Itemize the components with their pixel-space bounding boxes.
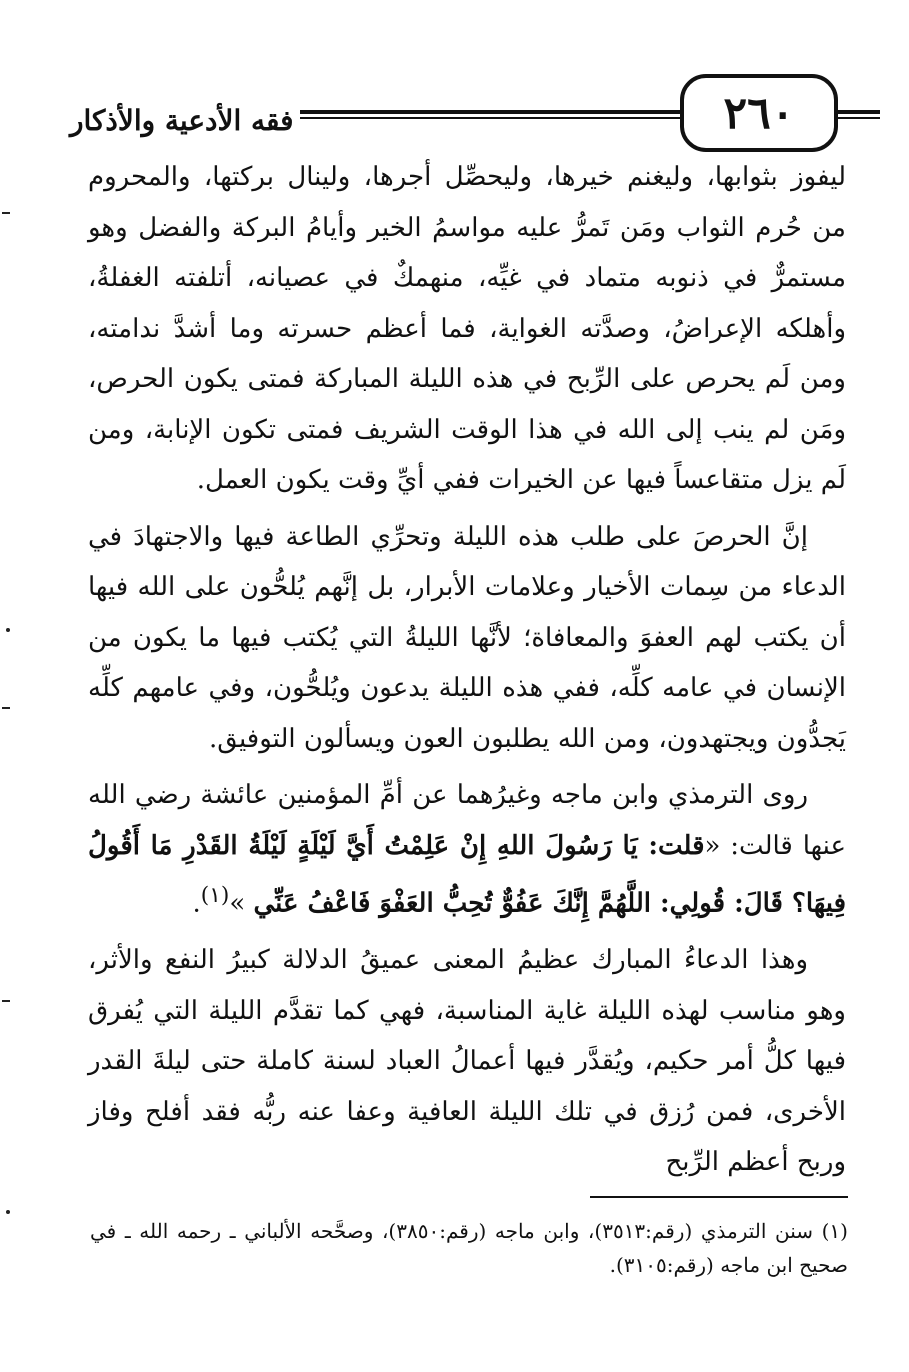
margin-mark: [2, 707, 10, 709]
margin-mark: [6, 1210, 10, 1214]
footnote-divider: [590, 1196, 848, 1198]
page-number: ٢٦٠: [680, 74, 838, 152]
hadith-close: »: [229, 888, 246, 919]
margin-mark: [6, 628, 10, 632]
margin-mark: [2, 212, 10, 214]
hadith-quote: قلت: يَا رَسُولَ اللهِ إِنْ عَلِمْتُ أَيَّ لَيْلَةٍ لَيْلَةُ القَدْرِ مَا أَقُولُ فِيهَا؟ قَالَ: قُولِي: اللَّهُمَّ إِنَّكَ عَفُوٌّ تُحِبُّ العَفْوَ فَاعْفُ عَنِّي: [88, 830, 846, 919]
main-text: [88, 152, 846, 1188]
paragraph-3: [88, 770, 846, 929]
paragraph-2: إنَّ الحرصَ على طلب هذه الليلة وتحرِّي الطاعة فيها والاجتهادَ في الدعاء من سِمات الأخيار وعلامات الأبرار، بل إنَّهم يُلحُّون على الله فيها أن يكتب لهم العفوَ والمعافاة؛ لأنَّها الليلةُ التي يُكتب فيها ما يكون من الإنسان في عامه كلِّه، ففي هذه الليلة يدعون ويُلحُّون، وفي عامهم كلِّه يَجدُّون ويجتهدون، ومن الله يطلبون العون ويسألون التوفيق.: [88, 521, 846, 754]
header-rule: [300, 110, 680, 119]
page-header: [70, 68, 850, 152]
paragraph-1: ليفوز بثوابها، وليغنم خيرها، وليحصِّل أجرها، ولينال بركتها، والمحروم من حُرم الثواب ومَن تَمرُّ عليه مواسمُ الخير وأيامُ البركة والفضل وهو مستمرٌّ في ذنوبه متماد في غيِّه، منهمكٌ في عصيانه، أتلفته الغفلةُ، وأهلكه الإعراضُ، وصدَّته الغواية، فما أعظم حسرته وما أشدَّ ندامته، ومن لَم يحرص على الرِّبح في هذه الليلة المباركة فمتى يكون الحرص، ومَن لم ينب إلى الله في هذا الوقت الشريف فمتى تكون الإنابة، ومن لَم يزل متقاعساً فيها عن الخيرات ففي أيِّ وقت يكون العمل.: [88, 162, 846, 495]
paragraph-4: وهذا الدعاءُ المبارك عظيمُ المعنى عميقُ الدلالة كبيرُ النفع والأثر، وهو مناسب لهذه الليلة غاية المناسبة، فهي كما تقدَّم الليلة التي يُفرق فيها كلُّ أمر حكيم، ويُقدَّر فيها أعمالُ العباد لسنة كاملة حتى ليلةَ القدر الأخرى، فمن رُزق في تلك الليلة العافية وعفا عنه ربُّه فقد أفلح وفاز وربح أعظم الرِّبح: [88, 945, 846, 1178]
margin-mark: [2, 1000, 10, 1002]
hadith-end: .: [192, 888, 201, 919]
footnotes: [90, 1214, 848, 1282]
footnote-ref[interactable]: (١): [200, 883, 230, 908]
running-title: فقه الأدعية والأذكار: [70, 104, 294, 137]
footnote-1: (١) سنن الترمذي (رقم:٣٥١٣)، وابن ماجه (رقم:٣٨٥٠)، وصحَّحه الألباني ـ رحمه الله ـ في صحيح ابن ماجه (رقم:٣١٠٥).: [90, 1219, 848, 1277]
hadith-intro: روى الترمذي وابن ماجه وغيرُهما عن أمِّ المؤمنين عائشة رضي الله عنها قالت: «: [88, 780, 847, 861]
